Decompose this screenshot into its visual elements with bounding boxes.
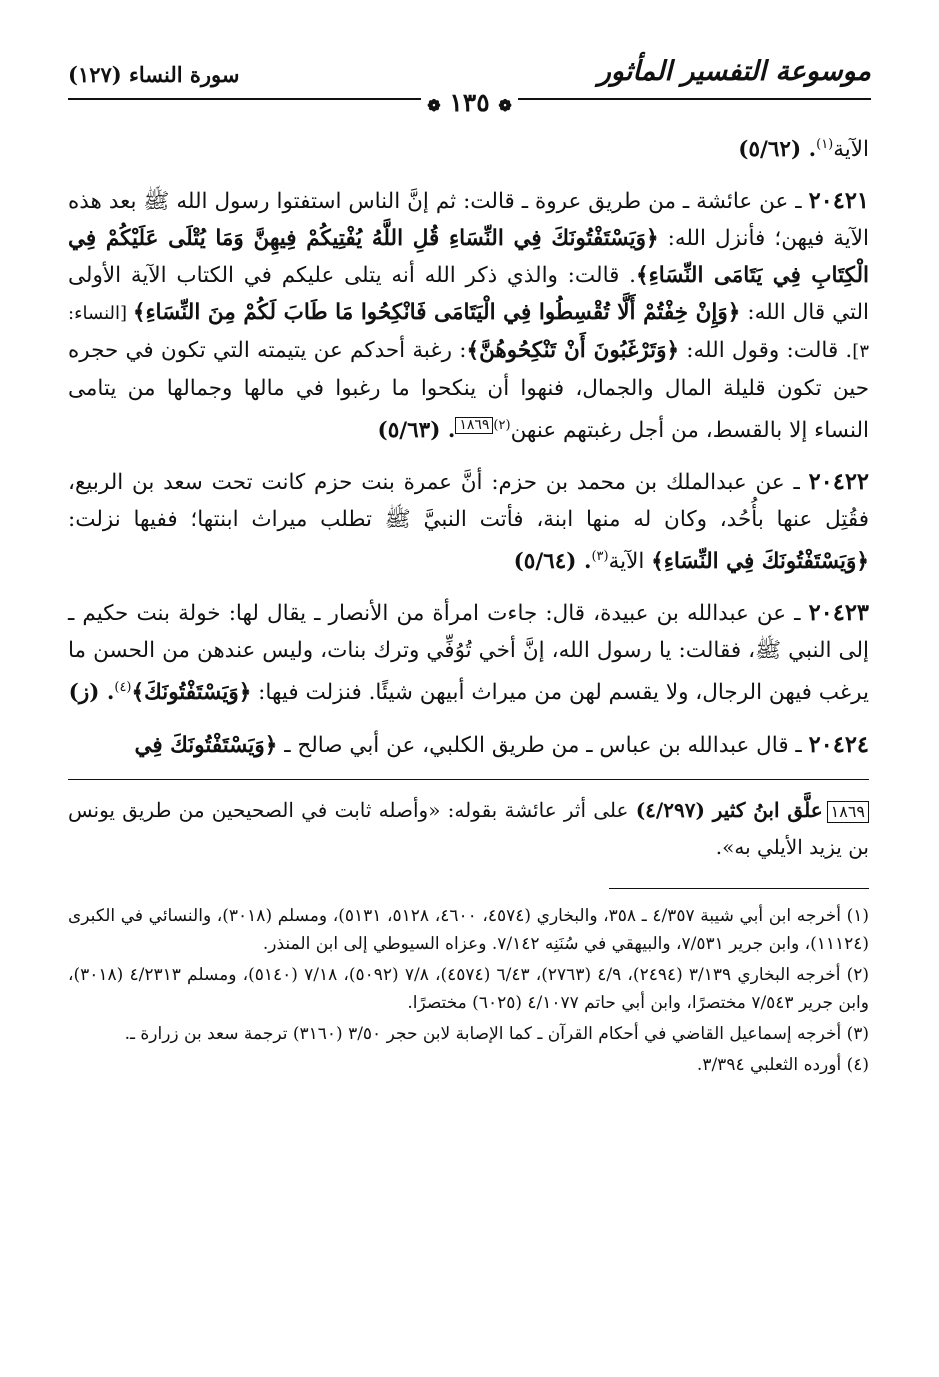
- carryover-paragraph: [68, 126, 869, 168]
- narration-text: . قالت: وقول الله:: [679, 338, 853, 364]
- commentary-note: [68, 779, 869, 866]
- surah-reference: سورة النساء (١٢٧): [68, 62, 240, 87]
- volume-reference: . (٥/٦٣): [377, 418, 456, 444]
- narration-20424: [68, 727, 869, 764]
- narration-20423: [68, 595, 869, 711]
- commentary-marker[interactable]: ١٨٦٩: [827, 801, 869, 823]
- footnote-rule: [609, 888, 869, 889]
- narration-number: ٢٠٤٢٤: [808, 731, 869, 758]
- page-number-block: [68, 88, 871, 117]
- footnote-ref[interactable]: (٣): [591, 549, 609, 565]
- commentary-lead: علَّق ابنُ كثير (٤/٢٩٧): [635, 797, 823, 822]
- running-header: [68, 54, 871, 117]
- book-title: موسوعة التفسير المأثور: [597, 56, 871, 87]
- quran-quote: ﴿وَيَسْتَفْتُونَكَ فِي النِّسَاءِ﴾: [651, 549, 869, 575]
- ornament-left-icon: ❁: [427, 96, 441, 115]
- main-text: [68, 126, 869, 1082]
- carry-text: الآية: [833, 137, 869, 163]
- narration-text: الآية: [608, 549, 652, 575]
- quran-quote: ﴿وَيَسْتَفْتُونَكَ﴾: [131, 680, 252, 706]
- quran-quote: ﴿وَإِنْ خِفْتُمْ أَلَّا تُقْسِطُوا فِي الْيَتَامَى فَانْكِحُوا مَا طَابَ لَكُمْ مِنَ النِّسَاءِ﴾: [132, 300, 741, 326]
- narration-20421: [68, 183, 869, 449]
- narration-number: ٢٠٤٢٢: [808, 469, 869, 496]
- narration-text: ـ عن عبدالملك بن محمد بن حزم: أنَّ عمرة بنت حزم كانت تحت سعد بن الربيع، فقُتِل عنها بأُحُد، وكان له منها ابنة، فأتت النبيَّ ﷺ تطلب ميراث ابنتها؛ ففيها نزلت:: [68, 470, 869, 533]
- footnote-4: (٤) أورده الثعلبي ٣/٣٩٤.: [696, 1054, 869, 1075]
- narration-text: . قالت: والذي ذكر الله أنه يتلى عليكم في الكتاب الآية الأولى التي قال الله:: [68, 263, 869, 326]
- commentary-marker[interactable]: ١٨٦٩: [455, 417, 493, 434]
- quran-quote: ﴿وَيَسْتَفْتُونَكَ فِي: [134, 732, 278, 758]
- quran-quote: ﴿وَتَرْغَبُونَ أَنْ تَنْكِحُوهُنَّ﴾: [466, 338, 680, 364]
- narration-text: : رغبة أحدكم عن يتيمته التي تكون في حجره حين تكون قليلة المال والجمال، فنهوا أن ينكحوا ما رغبوا في مالها وجمالها من يتامى النساء إلا بالقسط، من أجل رغبتهم عنهن: [68, 338, 869, 444]
- footnote-ref[interactable]: (٢): [493, 418, 511, 434]
- footnote-1: (١) أخرجه ابن أبي شيبة ٤/٣٥٧ ـ ٣٥٨، والبخاري (٤٥٧٤، ٤٦٠٠، ٥١٢٨، ٥١٣١)، ومسلم (٣٠١٨)، والنسائي في الكبرى (١١١٢٤)، وابن جرير ٧/٥٣١، والبيهقي في سُنَنِه ٧/١٤٢. وعزاه السيوطي إلى ابن المنذر.: [68, 905, 870, 954]
- surah-citation: [النساء: ٣]: [68, 303, 869, 363]
- volume-reference: . (٥/٦٤): [513, 549, 592, 575]
- narration-number: ٢٠٤٢١: [808, 188, 869, 215]
- narration-number: ٢٠٤٢٣: [808, 600, 869, 627]
- volume-reference: . (٥/٦٢): [738, 137, 817, 163]
- commentary-note-text: [68, 792, 869, 866]
- narration-text: ـ عن عائشة ـ من طريق عروة ـ قالت: ثم إنَّ الناس استفتوا رسول الله ﷺ بعد هذه الآية فيهن؛ فأنزل الله:: [68, 189, 870, 252]
- footnote-2: (٢) أخرجه البخاري ٣/١٣٩ (٢٤٩٤)، ٤/٩ (٢٧٦٣)، ٦/٤٣ (٤٥٧٤)، ٧/٨ (٥٠٩٢)، ٧/١٨ (٥١٤٠)، ومسلم ٤/٢٣١٣ (٣٠١٨)، وابن جرير ٧/٥٤٣ مختصرًا، وابن أبي حاتم ٤/١٠٧٧ (٦٠٢٥) مختصرًا.: [68, 964, 870, 1013]
- commentary-body: على أثر عائشة بقوله: «وأصله ثابت في الصحيحين من طريق يونس بن يزيد الأيلي به».: [68, 797, 869, 859]
- narration-text: ـ قال عبدالله بن عباس ـ من طريق الكلبي، عن أبي صالح ـ: [277, 732, 809, 758]
- narration-20422: [68, 464, 869, 580]
- footnote-3: (٣) أخرجه إسماعيل القاضي في أحكام القرآن ـ كما الإصابة لابن حجر ٣/٥٠ (٣١٦٠) ترجمة سعد بن زرارة ـ.: [124, 1023, 869, 1044]
- narration-text: ـ عن عبدالله بن عبيدة، قال: جاءت امرأة من الأنصار ـ يقال لها: خولة بنت حكيم ـ إلى النبي ﷺ، فقالت: يا رسول الله، إنَّ أخي تُوُفِّي وترك بنات، وليس عندهن من الحسن ما يرغب فيهن الرجال، ولا يقسم لهن من ميراث أبيهن شيئًا. فنزلت فيها:: [68, 601, 869, 706]
- footnote-ref[interactable]: (١): [816, 137, 834, 152]
- footnote-ref[interactable]: (٤): [114, 680, 132, 696]
- page-number-wrap: [421, 88, 518, 117]
- ornament-right-icon: ❁: [498, 96, 512, 115]
- page-number: ١٣٥: [449, 88, 490, 117]
- volume-reference: . (ز): [68, 680, 115, 706]
- footnotes: [68, 888, 869, 1079]
- quran-quote: ﴿وَيَسْتَفْتُونَكَ فِي النِّسَاءِ قُلِ اللَّهُ يُفْتِيكُمْ فِيهِنَّ وَمَا يُتْلَى عَلَيْكُمْ فِي الْكِتَابِ فِي يَتَامَى النِّسَاءِ﴾: [68, 226, 869, 289]
